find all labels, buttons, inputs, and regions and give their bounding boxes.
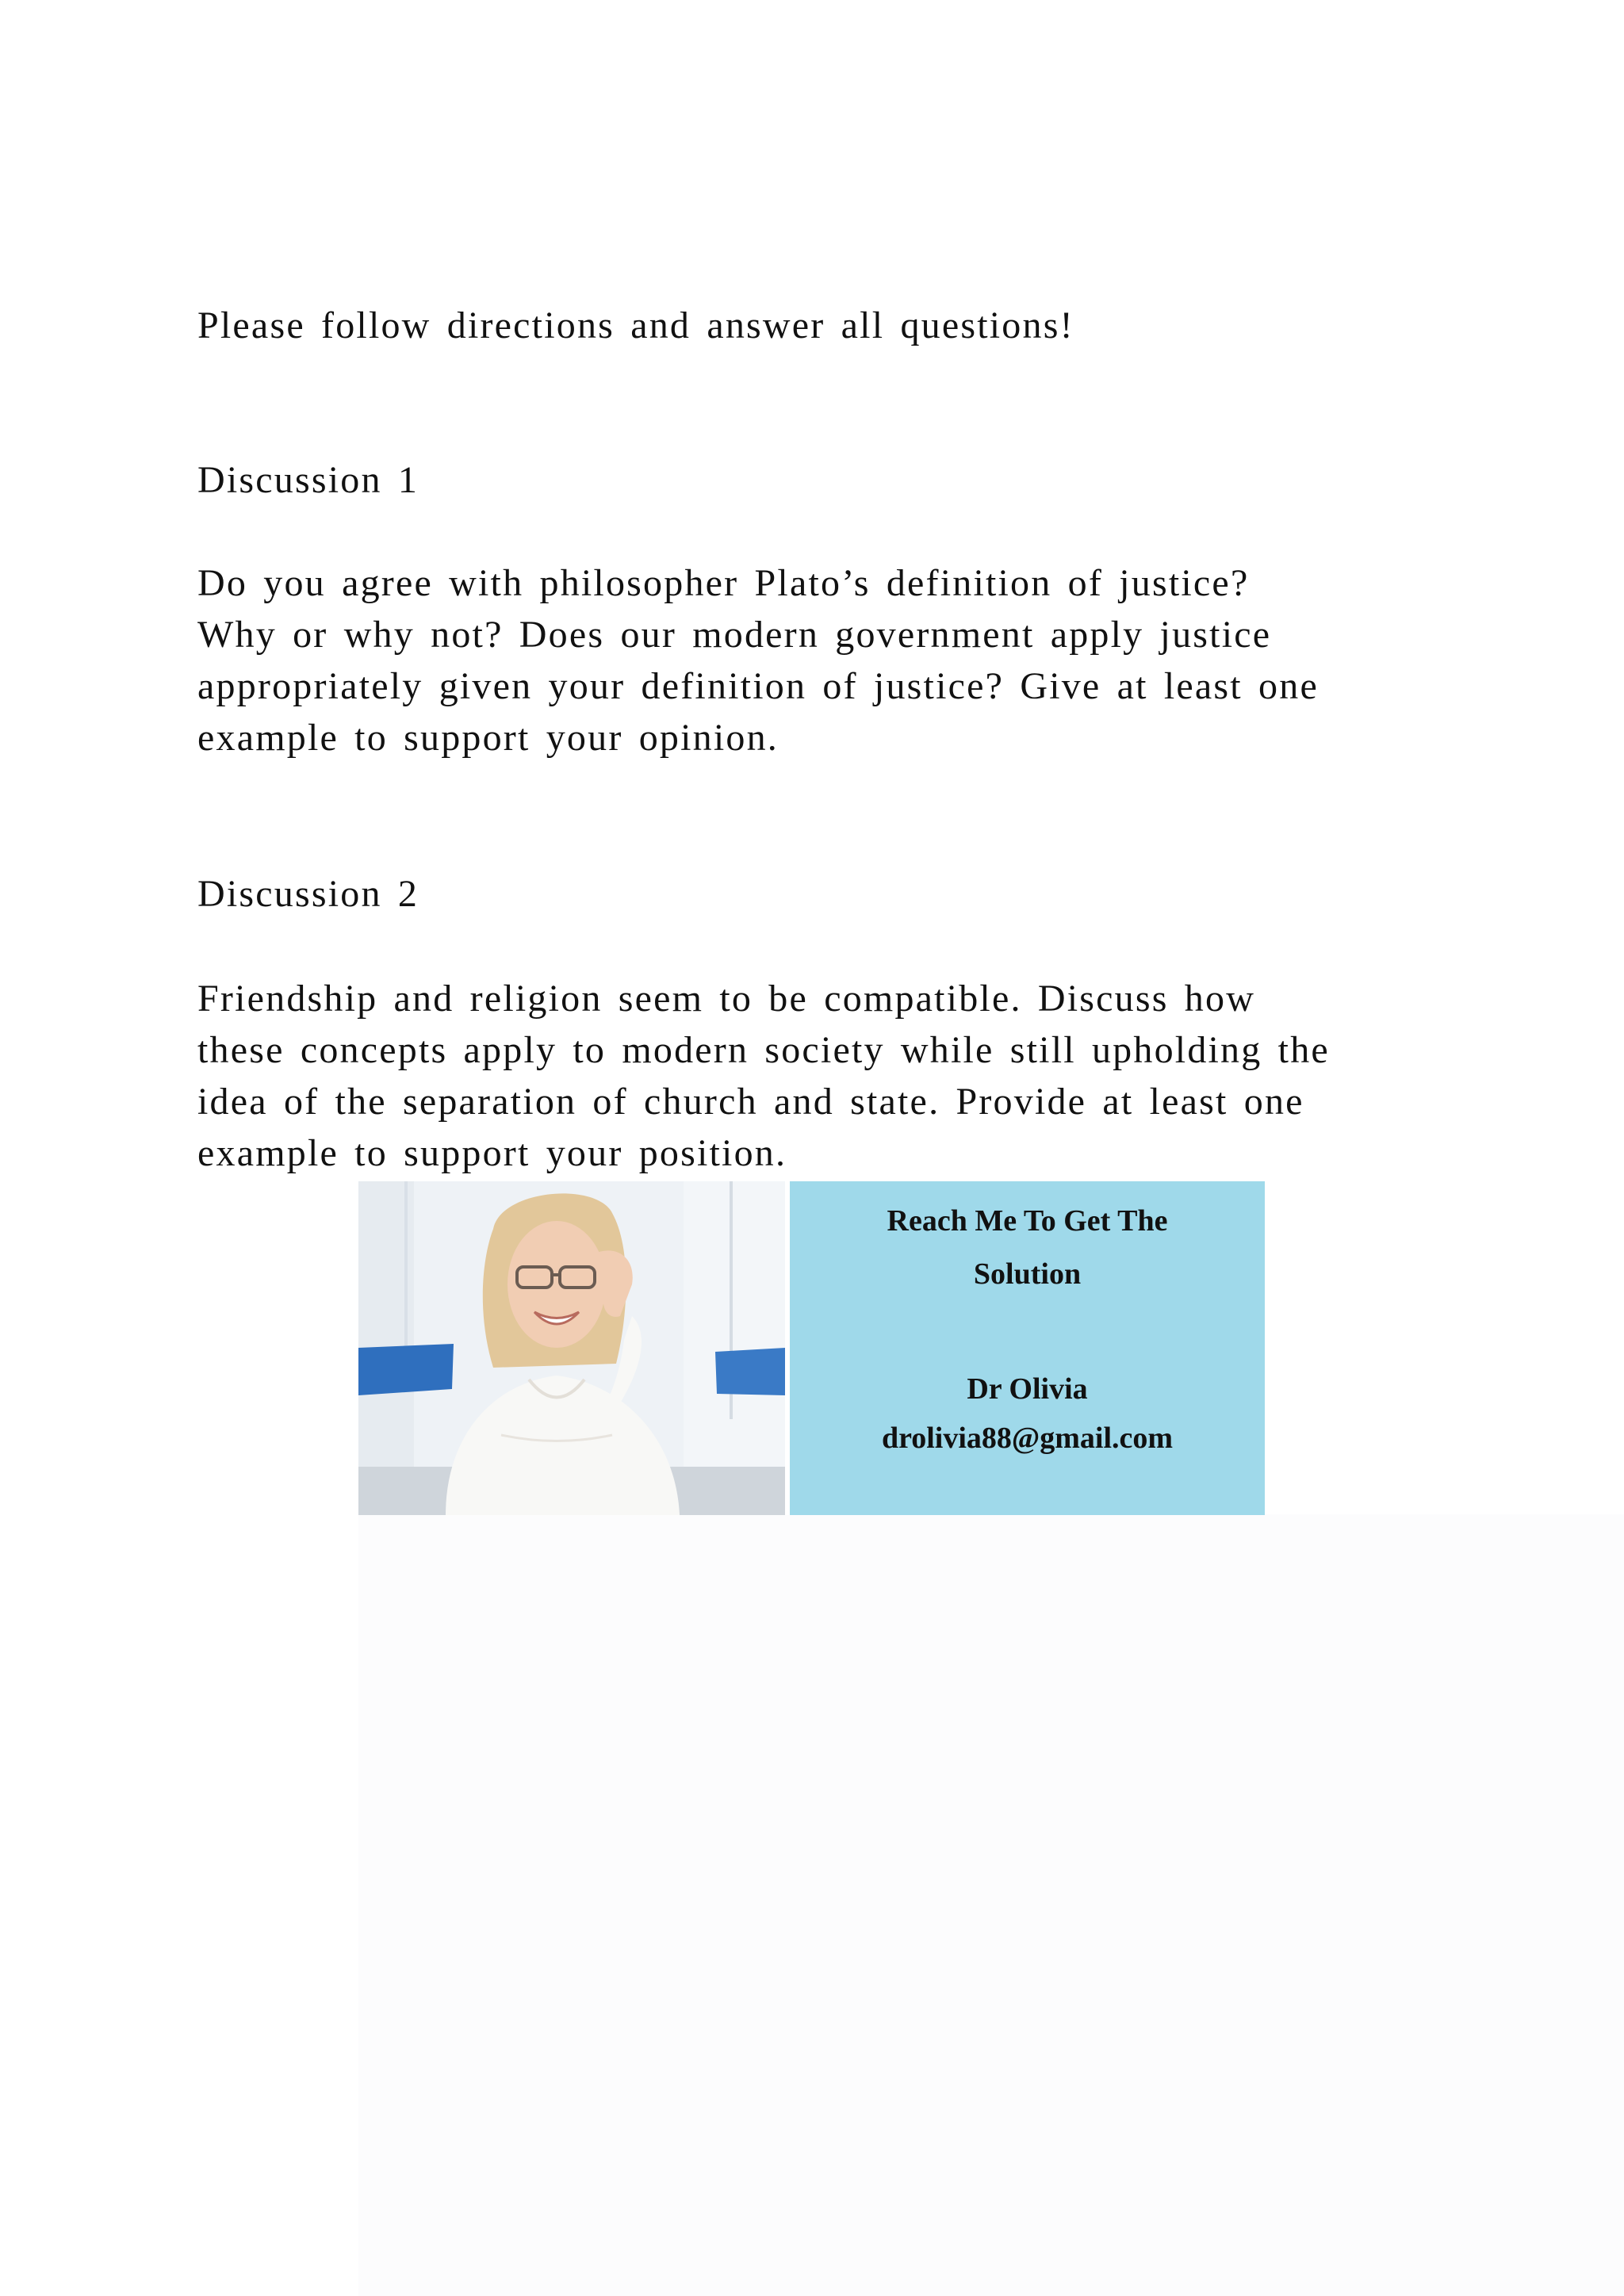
ad-contact-email: drolivia88@gmail.com xyxy=(881,1422,1174,1455)
discussion-2-line: example to support your position. xyxy=(197,1132,787,1174)
ad-contact-name: Dr Olivia xyxy=(967,1372,1088,1406)
discussion-2-line: Friendship and religion seem to be compatible. Discuss how xyxy=(197,978,1256,1020)
discussion-2-heading: Discussion 2 xyxy=(197,873,419,915)
discussion-2-body xyxy=(197,973,1330,1179)
instruction-text: Please follow directions and answer all questions! xyxy=(197,304,1074,346)
discussion-1-line: example to support your opinion. xyxy=(197,717,779,759)
ad-headline: Reach Me To Get The xyxy=(887,1204,1168,1238)
ad-headline-2: Solution xyxy=(973,1257,1082,1291)
lower-page-tint xyxy=(358,1514,1624,2296)
discussion-2-line: idea of the separation of church and state. Provide at least one xyxy=(197,1081,1304,1123)
woman-with-glasses-photo-icon xyxy=(358,1181,785,1515)
discussion-2-line: these concepts apply to modern society while still upholding the xyxy=(197,1029,1330,1071)
discussion-1-body xyxy=(197,557,1319,763)
discussion-1-line: Do you agree with philosopher Plato’s definition of justice? xyxy=(197,562,1250,604)
discussion-1-line: appropriately given your definition of justice? Give at least one xyxy=(197,665,1319,707)
contact-panel xyxy=(790,1181,1265,1515)
discussion-1-heading: Discussion 1 xyxy=(197,459,419,501)
contact-advert-banner xyxy=(358,1181,1265,1515)
discussion-1-line: Why or why not? Does our modern government apply justice xyxy=(197,614,1272,656)
